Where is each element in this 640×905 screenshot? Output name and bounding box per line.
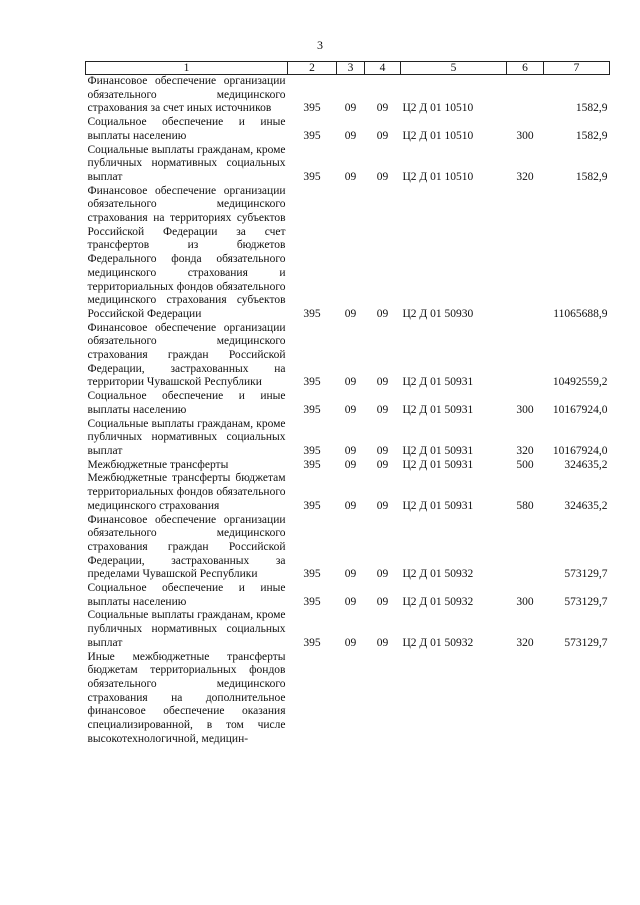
row-rz: 09 <box>344 499 357 512</box>
row-sum: 11065688,9 <box>553 307 608 320</box>
row-pr: 09 <box>376 568 389 581</box>
row-vr <box>507 322 544 391</box>
row-name: Финансовое обеспечение организации обязательного медицинского страхования граждан Российской Федерации, застрахованных на территории Чувашской Республики <box>87 321 286 389</box>
table-header <box>86 62 610 75</box>
row-pr: 09 <box>376 444 389 457</box>
row-pr: 09 <box>376 458 389 471</box>
row-sum: 1582,9 <box>575 129 608 142</box>
row-name: Финансовое обеспечение организации обязательного медицинского страхования граждан Российской Федерации, застрахованных за пределами Чувашской Республики <box>87 513 286 581</box>
table-row <box>86 459 610 473</box>
row-csr: Ц2 Д 01 50931 <box>402 403 474 416</box>
row-name: Социальные выплаты гражданам, кроме публичных нормативных социальных выплат <box>87 417 286 457</box>
row-gr: 395 <box>303 568 321 581</box>
table-row-continued <box>86 651 610 747</box>
row-pr: 09 <box>376 307 389 320</box>
row-rz: 09 <box>344 458 357 471</box>
row-vr: 320 <box>516 636 534 649</box>
header-col-5: 5 <box>401 62 507 75</box>
row-gr: 395 <box>303 403 321 416</box>
row-vr <box>507 185 544 322</box>
row-pr: 09 <box>376 636 389 649</box>
table-row <box>86 390 610 417</box>
header-row <box>86 62 610 75</box>
row-csr: Ц2 Д 01 10510 <box>402 129 474 142</box>
row-pr: 09 <box>376 102 389 115</box>
row-gr: 395 <box>303 636 321 649</box>
row-gr: 395 <box>303 595 321 608</box>
row-csr: Ц2 Д 01 50931 <box>402 499 474 512</box>
table-row <box>86 514 610 583</box>
table-row <box>86 185 610 322</box>
header-col-2: 2 <box>288 62 337 75</box>
row-sum: 10167924,0 <box>552 403 608 416</box>
row-sum: 10492559,2 <box>552 376 608 389</box>
table-row <box>86 144 610 185</box>
header-col-7: 7 <box>544 62 610 75</box>
row-vr: 320 <box>516 170 534 183</box>
header-col-3: 3 <box>337 62 365 75</box>
page-number: 3 <box>317 38 323 52</box>
row-rz: 09 <box>344 102 357 115</box>
row-rz: 09 <box>344 636 357 649</box>
row-pr: 09 <box>376 170 389 183</box>
row-gr: 395 <box>303 102 321 115</box>
row-name: Социальное обеспечение и иные выплаты населению <box>87 116 286 142</box>
row-gr: 395 <box>303 458 321 471</box>
header-col-1: 1 <box>86 62 288 75</box>
row-pr: 09 <box>376 376 389 389</box>
table-row <box>86 116 610 143</box>
budget-table <box>85 61 610 746</box>
row-vr <box>507 75 544 117</box>
row-sum: 573129,7 <box>564 568 608 581</box>
table-row <box>86 472 610 513</box>
header-col-4: 4 <box>365 62 401 75</box>
row-csr: Ц2 Д 01 50932 <box>402 595 474 608</box>
row-name: Финансовое обеспечение организации обязательного медицинского страхования на территориях субъектов Российской Федерации за счет трансфертов из бюджетов Федерального фонда обязательного медицинского страхования и территориальных фондов обязательного медицинского страхования субъектов Российской Федерации <box>87 184 286 320</box>
row-name-continued: Иные межбюджетные трансферты бюджетам территориальных фондов обязательного медицинского страхования на дополнительное финансовое обеспечение оказания специализированной, в том числе высокотехнологичной, медицин- <box>87 650 286 745</box>
row-sum: 324635,2 <box>564 458 608 471</box>
row-pr: 09 <box>376 129 389 142</box>
row-pr: 09 <box>376 595 389 608</box>
row-rz: 09 <box>344 129 357 142</box>
row-name: Межбюджетные трансферты бюджетам территориальных фондов обязательного медицинского страхования <box>87 472 286 512</box>
row-rz: 09 <box>344 307 357 320</box>
row-csr: Ц2 Д 01 50931 <box>402 458 474 471</box>
row-sum: 324635,2 <box>564 499 608 512</box>
row-vr: 320 <box>516 444 534 457</box>
row-csr: Ц2 Д 01 10510 <box>402 102 474 115</box>
table-row <box>86 609 610 650</box>
row-gr: 395 <box>303 499 321 512</box>
row-sum: 573129,7 <box>564 636 608 649</box>
row-csr: Ц2 Д 01 10510 <box>402 170 474 183</box>
row-sum: 10167924,0 <box>552 444 608 457</box>
row-gr: 395 <box>303 307 321 320</box>
row-name: Финансовое обеспечение организации обязательного медицинского страхования за счет иных источников <box>87 75 286 115</box>
row-vr: 300 <box>516 129 534 142</box>
table-row <box>86 75 610 117</box>
row-rz: 09 <box>344 444 357 457</box>
row-rz: 09 <box>344 170 357 183</box>
row-csr: Ц2 Д 01 50930 <box>402 307 474 320</box>
row-name: Социальные выплаты гражданам, кроме публичных нормативных социальных выплат <box>87 143 286 183</box>
row-name: Социальное обеспечение и иные выплаты населению <box>87 582 286 608</box>
row-rz: 09 <box>344 568 357 581</box>
table-row <box>86 322 610 391</box>
row-name: Межбюджетные трансферты <box>87 458 229 471</box>
table-body <box>86 75 610 747</box>
row-vr <box>507 514 544 583</box>
table-row <box>86 418 610 459</box>
row-rz: 09 <box>344 376 357 389</box>
row-gr: 395 <box>303 376 321 389</box>
row-pr: 09 <box>376 499 389 512</box>
row-rz: 09 <box>344 595 357 608</box>
row-vr: 300 <box>516 403 534 416</box>
row-vr: 580 <box>516 499 534 512</box>
row-csr: Ц2 Д 01 50932 <box>402 568 474 581</box>
row-sum: 1582,9 <box>575 102 608 115</box>
row-pr: 09 <box>376 403 389 416</box>
row-name: Социальные выплаты гражданам, кроме публичных нормативных социальных выплат <box>87 609 286 649</box>
row-csr: Ц2 Д 01 50931 <box>402 444 474 457</box>
row-gr: 395 <box>303 129 321 142</box>
row-gr: 395 <box>303 444 321 457</box>
row-rz: 09 <box>344 403 357 416</box>
row-name: Социальное обеспечение и иные выплаты населению <box>87 390 286 416</box>
row-vr: 500 <box>516 458 534 471</box>
table-row <box>86 582 610 609</box>
row-vr: 300 <box>516 595 534 608</box>
row-csr: Ц2 Д 01 50931 <box>402 376 474 389</box>
row-gr: 395 <box>303 170 321 183</box>
row-csr: Ц2 Д 01 50932 <box>402 636 474 649</box>
row-sum: 573129,7 <box>564 595 608 608</box>
row-sum: 1582,9 <box>575 170 608 183</box>
header-col-6: 6 <box>507 62 544 75</box>
